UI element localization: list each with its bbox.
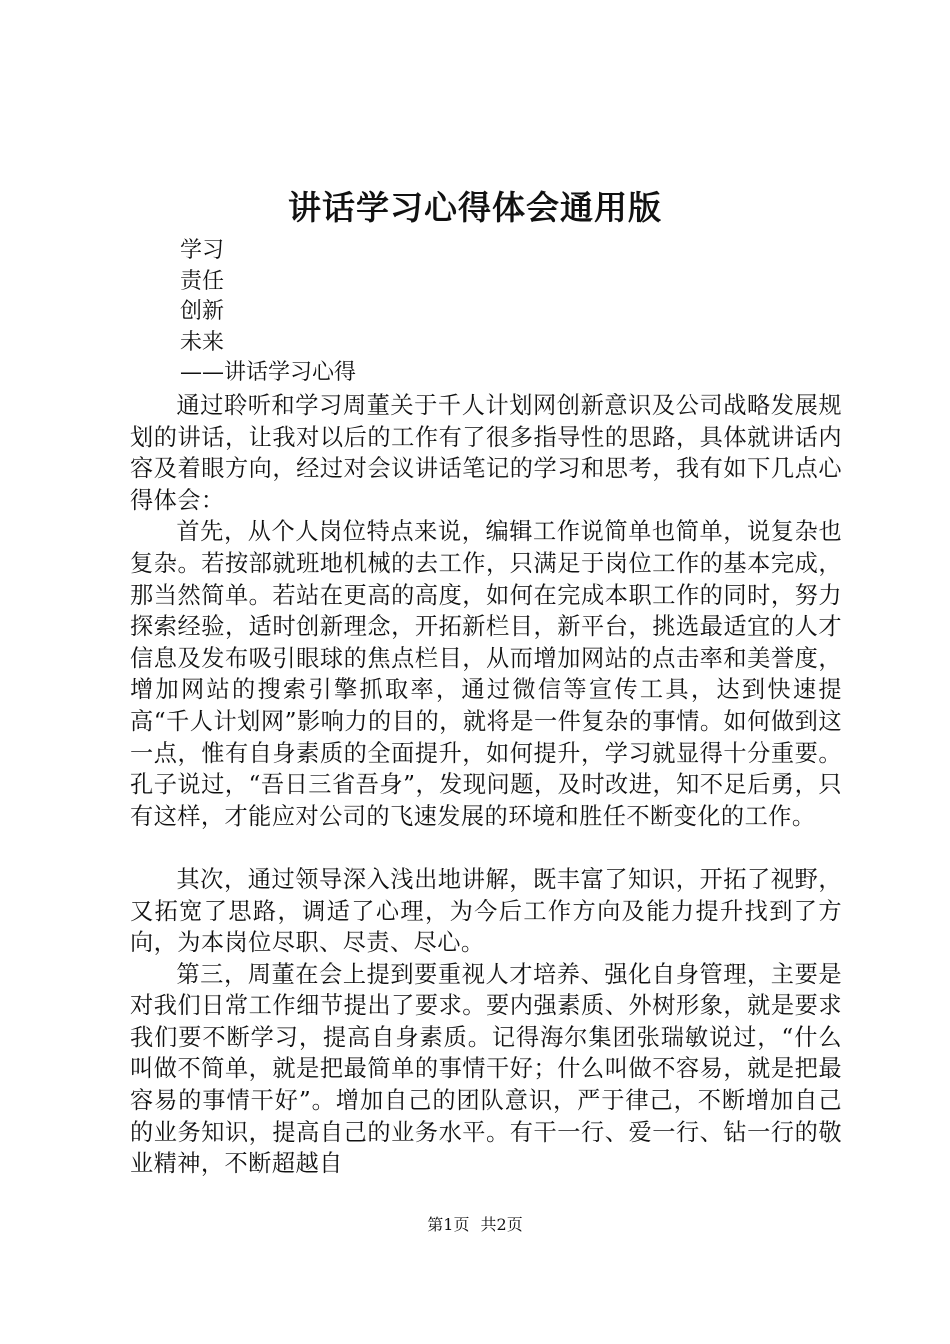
paragraph-first: 首先，从个人岗位特点来说，编辑工作说简单也简单，说复杂也复杂。若按部就班地机械的去工作，只满足于岗位工作的基本完成，那当然简单。若站在更高的高度，如何在完成本职工作的同时，努力探索经验，适时创新理念，开拓新栏目，新平台，挑选最适宜的人才信息及发布吸引眼球的焦点栏目，从而增加网站的点击率和美誉度，增加网站的搜索引擎抓取率，通过微信等宣传工具，达到快速提高“千人计划网”影响力的目的，就将是一件复杂的事情。如何做到这一点，惟有自身素质的全面提升，如何提升，学习就显得十分重要。孔子说过，“吾日三省吾身”，发现问题，及时改进，知不足后勇，只有这样，才能应对公司的飞速发展的环境和胜任不断变化的工作。 — [130, 518, 842, 830]
document-body — [130, 390, 842, 1180]
keyword-study: 学习 — [180, 238, 225, 263]
keyword-responsibility: 责任 — [180, 268, 225, 294]
paragraph-spacer — [130, 832, 842, 864]
keyword-list — [180, 236, 356, 389]
document-title: 讲话学习心得体会通用版 — [288, 188, 662, 227]
paragraph-intro: 通过聆听和学习周董关于千人计划网创新意识及公司战略发展规划的讲话，让我对以后的工作有了很多指导性的思路，具体就讲话内容及着眼方向，经过对会议讲话笔记的学习和思考，我有如下几点心得体会： — [130, 392, 842, 514]
keyword-innovation: 创新 — [180, 299, 225, 324]
page-number-total: 共2页 — [480, 1215, 523, 1234]
paragraph-third: 第三，周董在会上提到要重视人才培养、强化自身管理，主要是对我们日常工作细节提出了要求。要内强素质、外树形象，就是要求我们要不断学习，提高自身素质。记得海尔集团张瑞敏说过，“什么叫做不简单，就是把最简单的事情干好；什么叫做不容易，就是把最容易的事情干好”。增加自己的团队意识，严于律己，不断增加自己的业务知识，提高自己的业务水平。有干一行、爱一行、钻一行的敬业精神，不断超越自 — [130, 960, 842, 1178]
page-number-current: 第1页 — [427, 1215, 470, 1234]
keyword-future: 未来 — [180, 329, 225, 355]
page-footer — [0, 1214, 950, 1236]
paragraph-second: 其次，通过领导深入浅出地讲解，既丰富了知识，开拓了视野，又拓宽了思路，调适了心理，为今后工作方向及能力提升找到了方向，为本岗位尽职、尽责、尽心。 — [130, 865, 842, 957]
document-subtitle: ——讲话学习心得 — [180, 360, 357, 385]
